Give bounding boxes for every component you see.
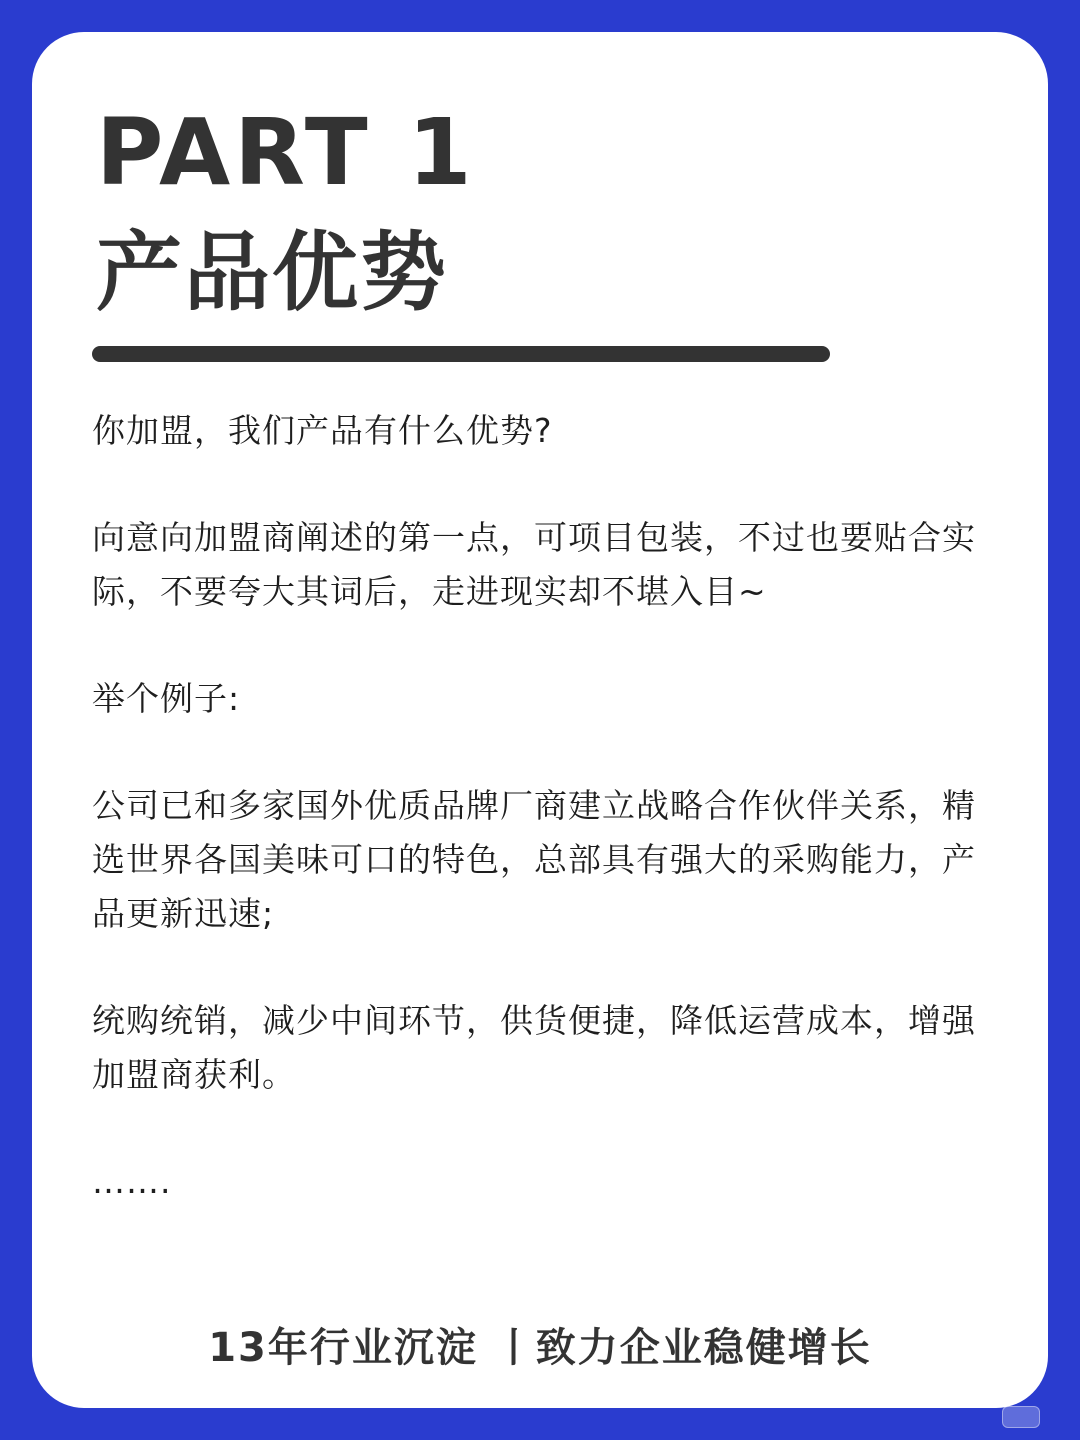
section-title: 产品优势 xyxy=(96,223,448,323)
body-text xyxy=(92,404,998,1262)
paragraph-example-2: 统购统销，减少中间环节，供货便捷，降低运营成本，增强加盟商获利。 xyxy=(92,1001,976,1094)
footer-slogan: 13年行业沉淀 丨致力企业稳健增长 xyxy=(208,1325,872,1371)
watermark-logo xyxy=(1002,1406,1040,1428)
paragraph-example-label: 举个例子: xyxy=(92,679,241,718)
title-underline-bar xyxy=(92,346,830,362)
content-card xyxy=(32,32,1048,1408)
paragraph-ellipsis: ……. xyxy=(92,1162,172,1201)
paragraph-example-1: 公司已和多家国外优质品牌厂商建立战略合作伙伴关系，精选世界各国美味可口的特色，总部具有强大的采购能力，产品更新迅速; xyxy=(92,786,976,933)
part-label: PART 1 xyxy=(96,99,476,206)
paragraph-question: 你加盟，我们产品有什么优势? xyxy=(92,411,553,450)
paragraph-intro: 向意向加盟商阐述的第一点，可项目包装，不过也要贴合实际，不要夸大其词后，走进现实却不堪入目~ xyxy=(92,518,976,611)
